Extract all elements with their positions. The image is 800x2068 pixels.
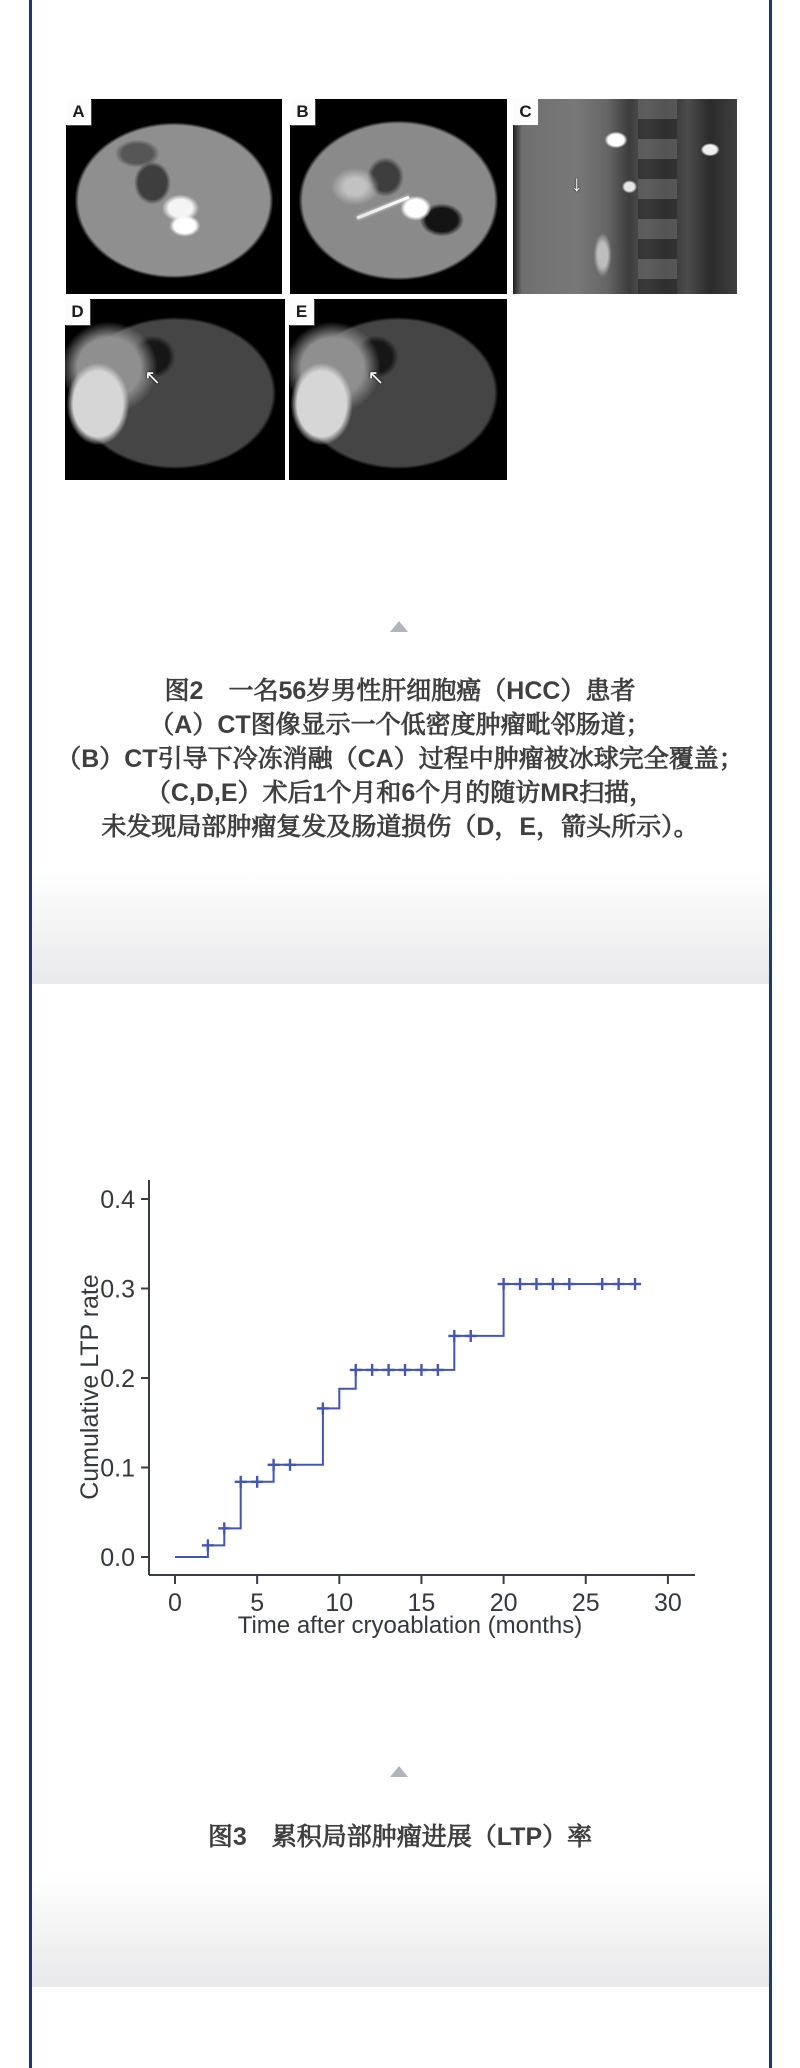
svg-text:15: 15 (407, 1589, 436, 1617)
svg-text:30: 30 (653, 1589, 682, 1617)
ltp-chart (60, 1150, 720, 1650)
image-label-a: A (66, 99, 91, 125)
figure2-image-d (65, 299, 285, 480)
figure2-caption-line2: （A）CT图像显示一个低密度肿瘤毗邻肠道； (149, 711, 651, 739)
ltp-step-curve (175, 1284, 635, 1557)
up-triangle-icon (390, 621, 408, 632)
figure2-caption-line5: 未发现局部肿瘤复发及肠道损伤（D，E，箭头所示）。 (101, 813, 699, 841)
svg-text:0.0: 0.0 (100, 1544, 135, 1572)
cryoprobe-needle (357, 196, 410, 220)
figure3-caption-line1: 图3 累积局部肿瘤进展（LTP）率 (207, 1823, 593, 1851)
svg-text:20: 20 (489, 1589, 518, 1617)
chart-ylabel: Cumulative LTP rate (76, 1274, 104, 1500)
image-label-e: E (289, 299, 314, 325)
figure2-caption-line4: （C,D,E）术后1个月和6个月的随访MR扫描， (145, 779, 655, 807)
figure2-image-e (289, 299, 507, 480)
up-triangle-icon (390, 1766, 408, 1777)
section-divider-gradient (32, 1871, 769, 1987)
figure2-caption-line3: （B）CT引导下冷冻消融（CA）过程中肿瘤被冰球完全覆盖； (56, 745, 744, 773)
image-label-c: C (513, 99, 538, 125)
svg-text:5: 5 (250, 1589, 265, 1617)
annotation-arrow-icon: ↖ (367, 366, 385, 389)
image-label-b: B (290, 99, 315, 125)
figure2-image-a (66, 99, 282, 294)
figure3-caption (32, 1820, 768, 1854)
page-right-border (769, 0, 772, 2068)
section-divider-gradient (32, 868, 769, 984)
figure2-image-c (513, 99, 737, 294)
annotation-arrow-icon: ↖ (144, 366, 161, 389)
chart-tick-labels (100, 1186, 682, 1617)
spine-column (638, 99, 676, 294)
image-label-d: D (65, 299, 90, 325)
svg-text:0.1: 0.1 (100, 1454, 135, 1483)
svg-text:10: 10 (325, 1589, 354, 1617)
figure2-caption-line1: 图2 一名56岁男性肝细胞癌（HCC）患者 (164, 677, 636, 705)
svg-text:25: 25 (571, 1589, 600, 1617)
annotation-arrow-icon: ↓ (571, 171, 583, 197)
figure2-image-b (290, 99, 507, 294)
page-left-border (29, 0, 32, 2068)
svg-text:0.4: 0.4 (100, 1186, 135, 1214)
svg-text:0.2: 0.2 (100, 1365, 135, 1393)
svg-text:0: 0 (168, 1589, 182, 1617)
chart-xlabel: Time after cryoablation (months) (237, 1612, 583, 1639)
figure2-caption (32, 674, 768, 844)
svg-text:0.3: 0.3 (100, 1275, 135, 1304)
censor-marks (202, 1278, 641, 1551)
